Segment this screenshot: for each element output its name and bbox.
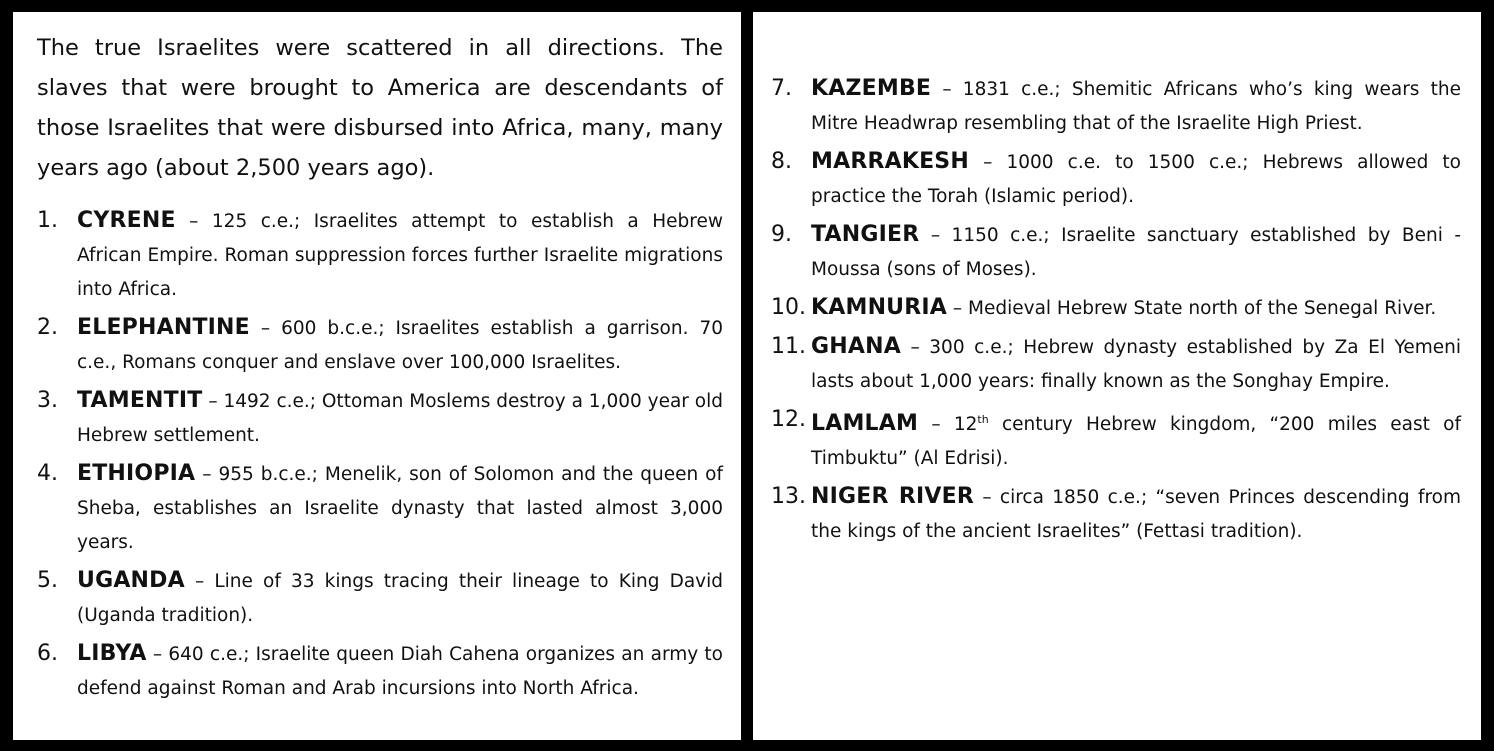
item-number: 5. [37, 568, 58, 593]
item-number: 6. [37, 641, 58, 666]
item-text: – circa 1850 c.e.; “seven Princes descending from the kings of the ancient Israelites” (Fettasi tradition). [811, 487, 1462, 543]
item-number: 10. [771, 295, 806, 320]
list-item [771, 72, 1461, 141]
item-number: 7. [771, 76, 792, 101]
item-name: LAMLAM [811, 411, 919, 437]
item-text: – 12 [918, 414, 978, 436]
item-name: GHANA [811, 334, 901, 359]
list-item [771, 291, 1461, 326]
item-number: 1. [37, 208, 58, 233]
item-name: ETHIOPIA [77, 461, 196, 486]
item-name: KAMNURIA [811, 295, 947, 320]
list-item [37, 564, 723, 633]
list-item [771, 403, 1461, 476]
intro-paragraph: The true Israelites were scattered in all directions. The slaves that were brought to America are descendants of those Israelites that were disbursed into Africa, many, many years ago (about 2,500 years ago). [37, 35, 723, 181]
item-number: 3. [37, 388, 58, 413]
item-text: – 300 c.e.; Hebrew dynasty established by Za El Yemeni lasts about 1,000 years: finally known as the Songhay Empire. [811, 337, 1461, 392]
item-text: century Hebrew kingdom, “200 miles east of Timbuktu” (Al Edrisi). [811, 414, 1461, 470]
item-number: 13. [771, 484, 806, 510]
item-text: – 1831 c.e.; Shemitic Africans who’s king wears the Mitre Headwrap resembling that of the Israelite High Priest. [811, 79, 1461, 134]
item-number: 11. [771, 334, 806, 359]
item-name: ELEPHANTINE [77, 315, 250, 340]
item-name: NIGER RIVER [811, 484, 975, 510]
list-item [37, 457, 723, 560]
item-text: – 955 b.c.e.; Menelik, son of Solomon and the queen of Sheba, establishes an Israelite dynasty that lasted almost 3,000 years. [77, 464, 723, 553]
item-number: 2. [37, 315, 58, 340]
item-number: 8. [771, 149, 792, 174]
item-name: CYRENE [77, 208, 176, 233]
item-text: – 125 c.e.; Israelites attempt to establish a Hebrew African Empire. Roman suppression forces further Israelite migrations into Africa. [77, 211, 723, 300]
item-name: MARRAKESH [811, 149, 969, 174]
list-item [37, 637, 723, 706]
list-item [37, 311, 723, 380]
list-item [37, 204, 723, 307]
item-text: – 1150 c.e.; Israelite sanctuary established by Beni -Moussa (sons of Moses). [811, 225, 1461, 280]
left-panel [13, 12, 741, 740]
item-number: 9. [771, 222, 792, 247]
item-name: TANGIER [811, 222, 920, 247]
item-name: TAMENTIT [77, 388, 203, 413]
list-item [771, 330, 1461, 399]
right-panel [753, 12, 1481, 740]
item-number: 12. [771, 407, 806, 432]
item-text: – 1492 c.e.; Ottoman Moslems destroy a 1,000 year old Hebrew settlement. [77, 391, 723, 446]
item-text: – 640 c.e.; Israelite queen Diah Cahena organizes an army to defend against Roman and Arab incursions into North Africa. [77, 644, 723, 699]
item-text: – Line of 33 kings tracing their lineage to King David (Uganda tradition). [77, 571, 723, 626]
item-text: – 600 b.c.e.; Israelites establish a garrison. 70 c.e., Romans conquer and enslave over 100,000 Israelites. [77, 318, 723, 373]
list-item [771, 480, 1461, 549]
item-name: UGANDA [77, 568, 185, 593]
item-name: LIBYA [77, 641, 147, 666]
item-text: – Medieval Hebrew State north of the Senegal River. [947, 298, 1437, 319]
item-text: – 1000 c.e. to 1500 c.e.; Hebrews allowed to practice the Torah (Islamic period). [811, 152, 1461, 207]
item-number: 4. [37, 461, 58, 486]
list-item [771, 145, 1461, 214]
item-name: KAZEMBE [811, 76, 932, 101]
ordinal-suffix: th [977, 413, 989, 426]
list-item [771, 218, 1461, 287]
list-item [37, 384, 723, 453]
